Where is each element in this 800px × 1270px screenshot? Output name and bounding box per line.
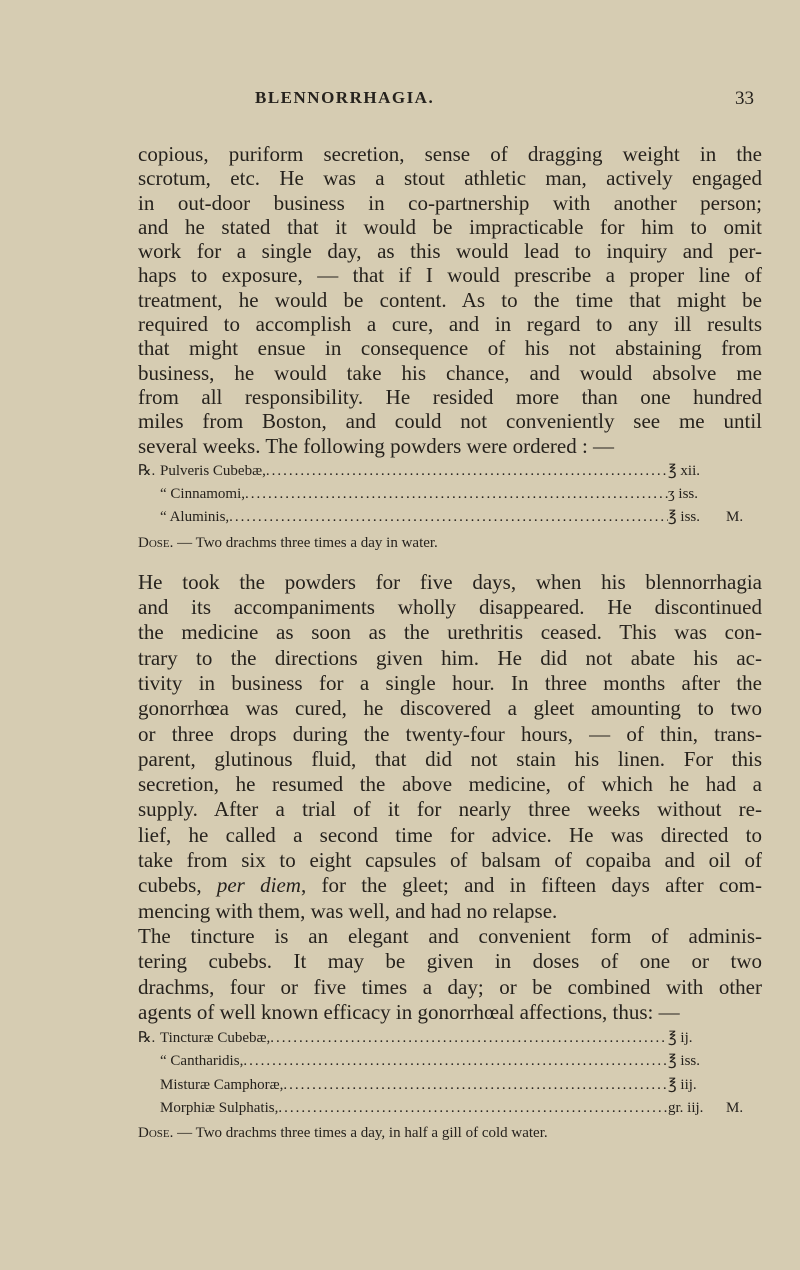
ingredient-amount: ℥ xii. [668,462,700,479]
prescription-1 [138,460,762,556]
page-body [138,142,762,1146]
ingredient-amount: ʒ iss. [668,486,698,503]
leader-dots [229,506,668,529]
recipe-symbol: ℞. [138,462,156,479]
ingredient-name: “ Aluminis, [160,509,230,526]
prescription-item [138,1027,762,1050]
text-line: mencing with them, was well, and had no relapse. [138,898,558,923]
ingredient-name: “ Cantharidis, [160,1053,244,1070]
paragraph-1 [138,142,762,458]
ingredient-amount: ℥ iss. [668,509,701,526]
misce-mark: M. [726,509,744,526]
leader-dots [278,1097,668,1120]
leader-dots [245,483,668,506]
dose-instruction [138,1120,762,1146]
text-line: tivity in business for a single hour. In three months after the [138,670,762,695]
dose-instruction [138,530,762,556]
text-line: and its accompaniments wholly disappeared. He discontinued [138,595,762,620]
dose-text: — Two drachms three times a day in water. [173,534,438,551]
recipe-symbol [138,483,160,506]
text-line: that might ensue in consequence of his not abstaining from [138,336,762,361]
misce-mark [726,1027,762,1050]
misce-mark [726,483,762,506]
leader-dots [243,1050,668,1073]
misce-mark: M. [726,1099,744,1116]
dose-label: Dose. [138,1125,174,1142]
text-line: agents of well known efficacy in gonorrhœal affections, thus: — [138,999,680,1024]
text-line: lief, he called a second time for advice. He was directed to [138,822,762,847]
ingredient-amount: gr. iij. [668,1099,704,1116]
prescription-item [138,1074,762,1097]
text-line: trary to the directions given him. He did not abate his ac- [138,645,762,670]
prescription-item [138,1050,762,1073]
recipe-symbol [138,1097,160,1120]
ingredient-name: “ Cinnamomi, [160,486,245,503]
recipe-symbol [138,1050,160,1073]
text-line: and he stated that it would be impracticable for him to omit [138,214,762,239]
text-line: gonorrhœa was cured, he discovered a gleet amounting to two [138,696,762,721]
text-line: the medicine as soon as the urethritis ceased. This was con- [138,620,762,645]
dose-text: — Two drachms three times a day, in half a gill of cold water. [173,1125,548,1142]
misce-mark [726,460,762,483]
ingredient-name: Morphiæ Sulphatis, [160,1099,279,1116]
ingredient-name: Pulveris Cubebæ, [160,462,266,479]
ingredient-amount: ℥ ij. [668,1030,693,1047]
text-line: scrotum, etc. He was a stout athletic man, actively engaged [138,166,762,191]
text-line: He took the powders for five days, when his blennorrhagia [138,569,762,594]
text-line: in out-door business in co-partnership with another person; [138,190,762,215]
text-line: haps to exposure, — that if I would prescribe a proper line of [138,263,762,288]
text-line: required to accomplish a cure, and in regard to any ill results [138,312,762,337]
paragraph-2 [138,570,762,1025]
recipe-symbol: ℞. [138,1030,156,1047]
text-line: business, he would take his chance, and would absolve me [138,360,762,385]
prescription-item [138,1097,762,1120]
text-line: cubebs, per diem, for the gleet; and in fifteen days after com- [138,873,762,898]
running-header [0,88,800,112]
ingredient-amount: ℥ iij. [668,1076,697,1093]
recipe-symbol [138,1074,160,1097]
text-line: supply. After a trial of it for nearly three weeks without re- [138,797,762,822]
prescription-item [138,483,762,506]
leader-dots [283,1074,668,1097]
text-line: work for a single day, as this would lead to inquiry and per- [138,239,762,264]
text-line: secretion, he resumed the above medicine, of which he had a [138,772,762,797]
leader-dots [270,1027,668,1050]
text-line: tering cubebs. It may be given in doses of one or two [138,949,762,974]
ingredient-amount: ℥ iss. [668,1053,701,1070]
text-line: treatment, he would be content. As to the time that might be [138,287,762,312]
header-title: BLENNORRHAGIA. [255,88,435,107]
text-line: miles from Boston, and could not conveniently see me until [138,409,762,434]
page-number: 33 [735,88,754,109]
ingredient-name: Misturæ Camphoræ, [160,1076,284,1093]
text-line: parent, glutinous fluid, that did not stain his linen. For this [138,746,762,771]
text-line: from all responsibility. He resided more than one hundred [138,384,762,409]
misce-mark [726,1050,762,1073]
recipe-symbol [138,506,160,529]
text-line: take from six to eight capsules of balsam of copaiba and oil of [138,848,762,873]
text-line: or three drops during the twenty-four hours, — of thin, trans- [138,721,762,746]
text-line: drachms, four or five times a day; or be combined with other [138,974,762,999]
text-line: copious, puriform secretion, sense of dragging weight in the [138,142,762,166]
prescription-2 [138,1027,762,1146]
ingredient-name: Tincturæ Cubebæ, [160,1030,271,1047]
dose-label: Dose. [138,534,174,551]
misce-mark [726,1074,762,1097]
text-line: The tincture is an elegant and convenient form of adminis- [138,923,762,948]
prescription-item [138,506,762,529]
leader-dots [266,460,668,483]
text-line: several weeks. The following powders were ordered : — [138,433,615,458]
prescription-item [138,460,762,483]
